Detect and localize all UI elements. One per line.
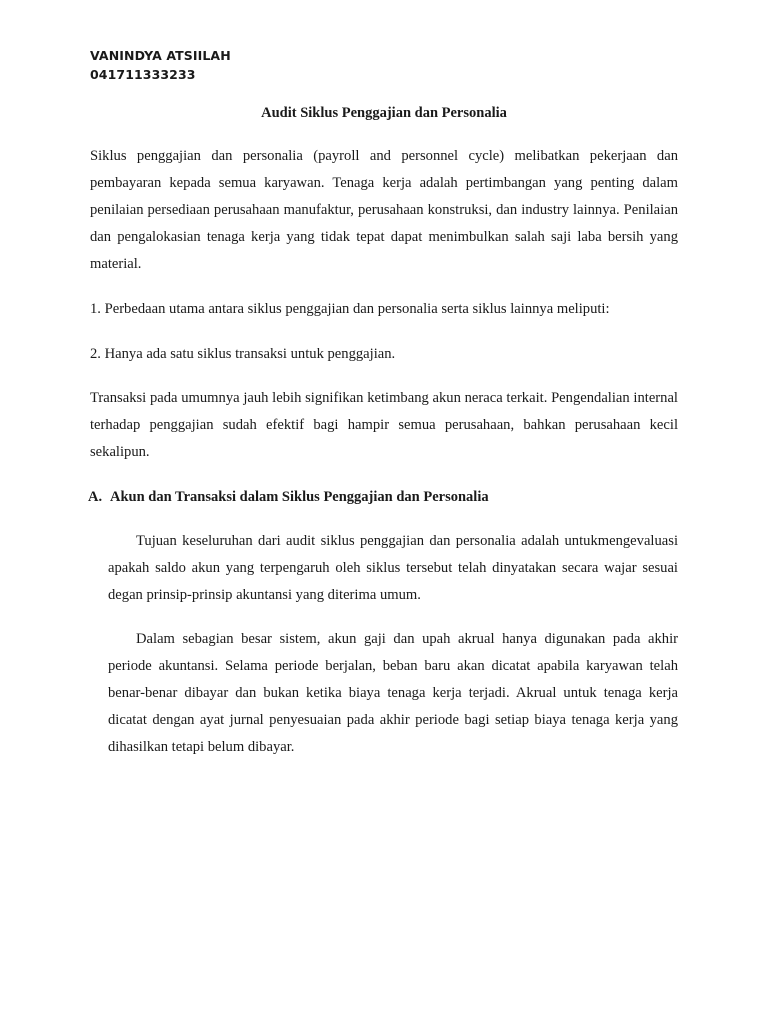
author-block [90, 46, 231, 84]
section-paragraph: Tujuan keseluruhan dari audit siklus penggajian dan personalia adalah untukmengevaluasi apakah saldo akun yang terpengaruh oleh siklus tersebut telah dinyatakan secara wajar sesuai degan prinsip-prinsip akuntansi yang diterima umum. [108, 533, 678, 603]
section-marker: A. [88, 489, 103, 505]
document-title: Audit Siklus Penggajian dan Personalia [261, 105, 507, 121]
list-item: 1. Perbedaan utama antara siklus penggajian dan personalia serta siklus lainnya meliputi: [90, 301, 610, 317]
intro-paragraph: Siklus penggajian dan personalia (payroll and personnel cycle) melibatkan pekerjaan dan pembayaran kepada semua karyawan. Tenaga kerja adalah pertimbangan yang penting dalam penilaian persediaan perusahaan manufaktur, perusahaan konstruksi, dan industry lainnya. Penilaian dan pengalokasian tenaga kerja yang tidak tepat dapat menimbulkan salah saji laba bersih yang material. [90, 148, 678, 272]
section-paragraph: Dalam sebagian besar sistem, akun gaji dan upah akrual hanya digunakan pada akhir periode akuntansi. Selama periode berjalan, beban baru akan dicatat apabila karyawan telah benar-benar dibayar dan bukan ketika biaya tenaga kerja terjadi. Akrual untuk tenaga kerja dicatat dengan ayat jurnal penyesuaian pada akhir periode bagi setiap biaya tenaga kerja yang dihasilkan tetapi belum dibayar. [108, 631, 678, 755]
author-name: VANINDYA ATSIILAH [90, 48, 231, 63]
author-id-number: 041711333233 [90, 67, 196, 82]
section-heading [88, 487, 489, 507]
list-item: 2. Hanya ada satu siklus transaksi untuk penggajian. [90, 346, 396, 362]
section-heading-text: Akun dan Transaksi dalam Siklus Penggajian dan Personalia [110, 489, 489, 505]
transaction-paragraph: Transaksi pada umumnya jauh lebih signifikan ketimbang akun neraca terkait. Pengendalian internal terhadap penggajian sudah efektif bagi hampir semua perusahaan, bahkan perusahaan kecil sekalipun. [90, 390, 678, 460]
